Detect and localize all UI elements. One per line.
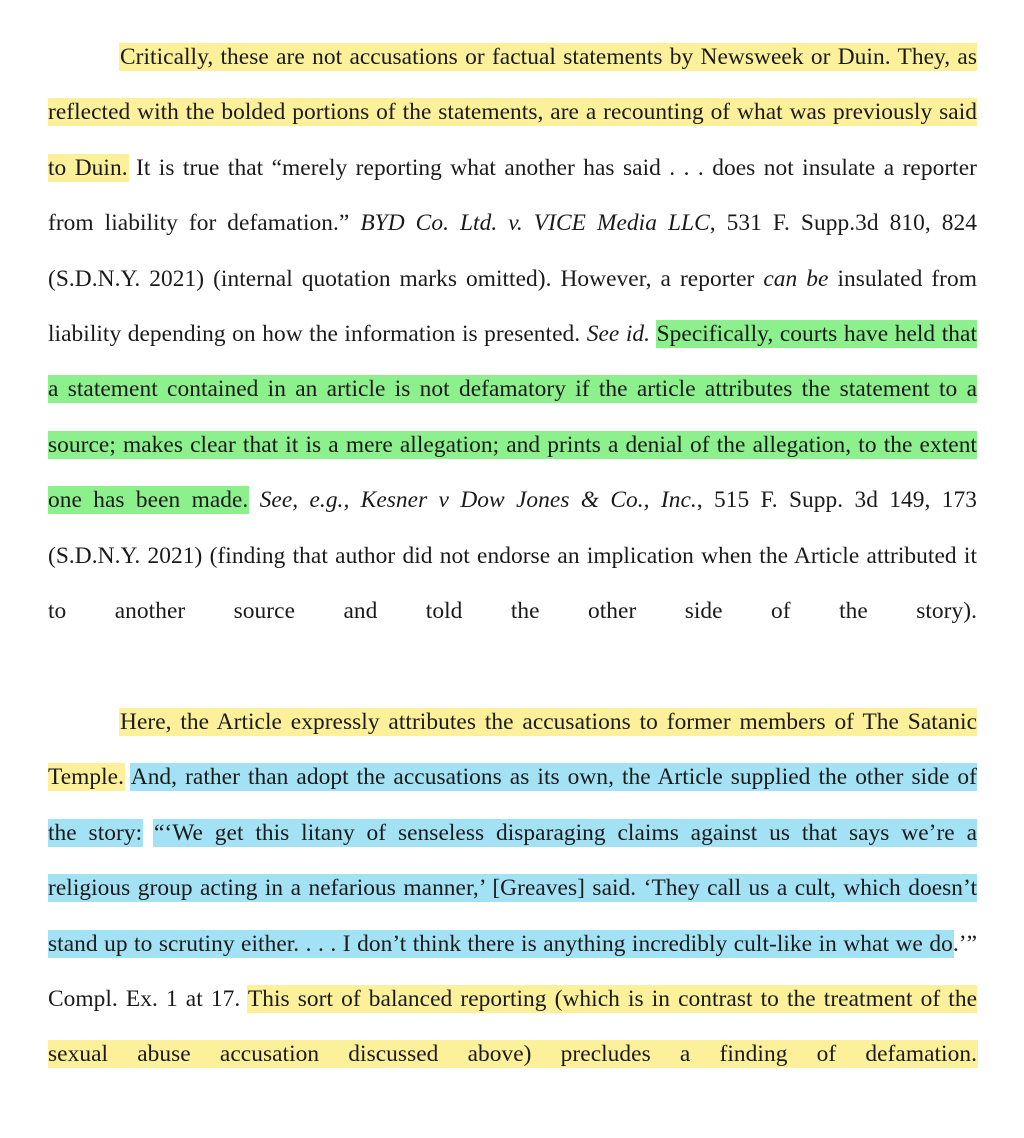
text-run: insulated from liability depending on how the information is presented. [48,265,977,348]
text-run: .’” Compl. Ex. 1 at 17. [48,930,977,1012]
text-run: It is true that “merely reporting what another has said . . . does not insulate a reporter from liability for defamation.” [48,154,977,237]
paragraph-critically [48,30,977,695]
text-run: , 515 F. Supp. 3d 149, 173 (S.D.N.Y. 2021) (finding that author did not endorse an implication when the Article attributed it to another source and told the other side of the story). [48,487,977,625]
text-run [124,764,131,790]
highlight-green: Specifically, courts have held that a statement contained in an article is not defamatory if the article attributes the statement to a source; makes clear that it is a mere allegation; and prints a denial of the allegation, to the extent one has been made. [48,321,977,514]
highlight-blue: And, rather than adopt the accusations as its own, the Article supplied the other side of the story: [48,764,977,846]
document-text-body [48,30,977,1138]
italic-citation: can be [763,265,829,292]
italic-citation: See id. [586,321,651,348]
highlight-yellow: Critically, these are not accusations or factual statements by Newsweek or Duin. They, as reflected with the bolded portions of the statements, are a recounting of what was previously said to Duin. [48,44,977,181]
highlight-yellow: This sort of balanced reporting (which is in contrast to the treatment of the sexual abuse accusation discussed above) precludes a finding of defamation. [48,985,978,1068]
highlight-yellow: Here, the Article expressly attributes the accusations to former members of The Satanic Temple. [48,708,977,791]
italic-citation: BYD Co. Ltd. v. VICE Media LLC [360,210,710,237]
italic-citation: See, e.g., Kesner v Dow Jones & Co., Inc. [259,487,697,514]
text-run [650,321,657,347]
text-run [248,487,259,513]
highlight-blue: “‘We get this litany of senseless disparaging claims against us that says we’re a religious group acting in a nefarious manner,’ [Greaves] said. ‘They call us a cult, which doesn’t stand up to scrutiny either. . . . I don’t think there is anything incredibly cult-like in what we do [48,819,978,957]
text-run [142,820,154,846]
paragraph-here [48,695,977,1138]
text-run: , 531 F. Supp.3d 810, 824 (S.D.N.Y. 2021) (internal quotation marks omitted). However, a reporter [48,210,977,292]
